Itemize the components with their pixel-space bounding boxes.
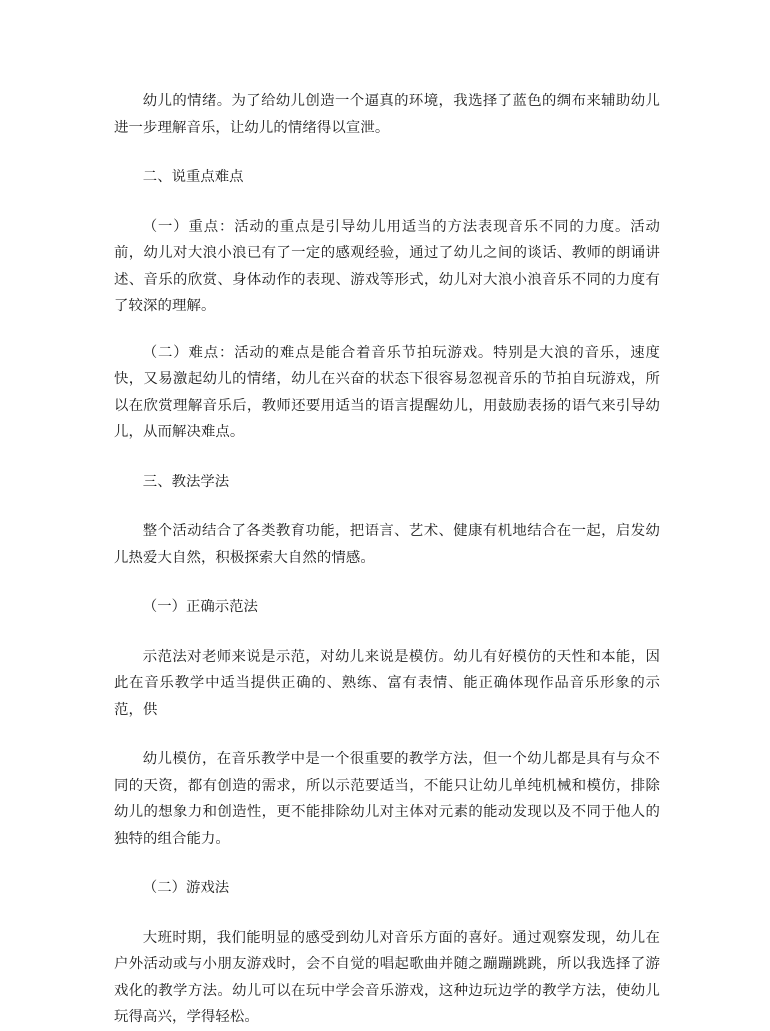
subsection-heading: （二）游戏法 bbox=[142, 880, 230, 896]
paragraph: （二）难点：活动的难点是能合着音乐节拍玩游戏。特别是大浪的音乐，速度快，又易激起幼儿的情绪，幼儿在兴奋的状态下很容易忽视音乐的节拍自玩游戏，所以在欣赏理解音乐后，教师还要用适当的语言提醒幼儿，用鼓励表扬的语气来引导幼儿，从而解决难点。 bbox=[114, 344, 660, 440]
subsection-heading: （一）正确示范法 bbox=[142, 599, 258, 615]
section-heading: 三、教法学法 bbox=[142, 473, 230, 490]
paragraph: 整个活动结合了各类教育功能，把语言、艺术、健康有机地结合在一起，启发幼儿热爱大自然，积极探索大自然的情感。 bbox=[114, 523, 660, 566]
section-heading: 二、说重点难点 bbox=[142, 169, 244, 185]
paragraph: 示范法对老师来说是示范，对幼儿来说是模仿。幼儿有好模仿的天性和本能，因此在音乐教学中适当提供正确的、熟练、富有表情、能正确体现作品音乐形象的示范，供 bbox=[114, 648, 660, 718]
paragraph: （一）重点：活动的重点是引导幼儿用适当的方法表现音乐不同的力度。活动前，幼儿对大浪小浪已有了一定的感观经验，通过了幼儿之间的谈话、教师的朗诵讲述、音乐的欣赏、身体动作的表现、游戏等形式，幼儿对大浪小浪音乐不同的力度有了较深的理解。 bbox=[114, 218, 660, 314]
paragraph: 大班时期，我们能明显的感受到幼儿对音乐方面的喜好。通过观察发现，幼儿在户外活动或与小朋友游戏时，会不自觉的唱起歌曲并随之蹦蹦跳跳，所以我选择了游戏化的教学方法。幼儿可以在玩中学会音乐游戏，这种边玩边学的教学方法，使幼儿玩得高兴，学得轻松。 bbox=[114, 929, 660, 1025]
paragraph: 幼儿的情绪。为了给幼儿创造一个逼真的环境，我选择了蓝色的绸布来辅助幼儿进一步理解音乐，让幼儿的情绪得以宣泄。 bbox=[114, 93, 660, 136]
paragraph: 幼儿模仿，在音乐教学中是一个很重要的教学方法，但一个幼儿都是具有与众不同的天资，都有创造的需求，所以示范要适当，不能只让幼儿单纯机械和模仿，排除幼儿的想象力和创造性，更不能排除幼儿对主体对元素的能动发现以及不同于他人的独特的组合能力。 bbox=[114, 751, 660, 847]
